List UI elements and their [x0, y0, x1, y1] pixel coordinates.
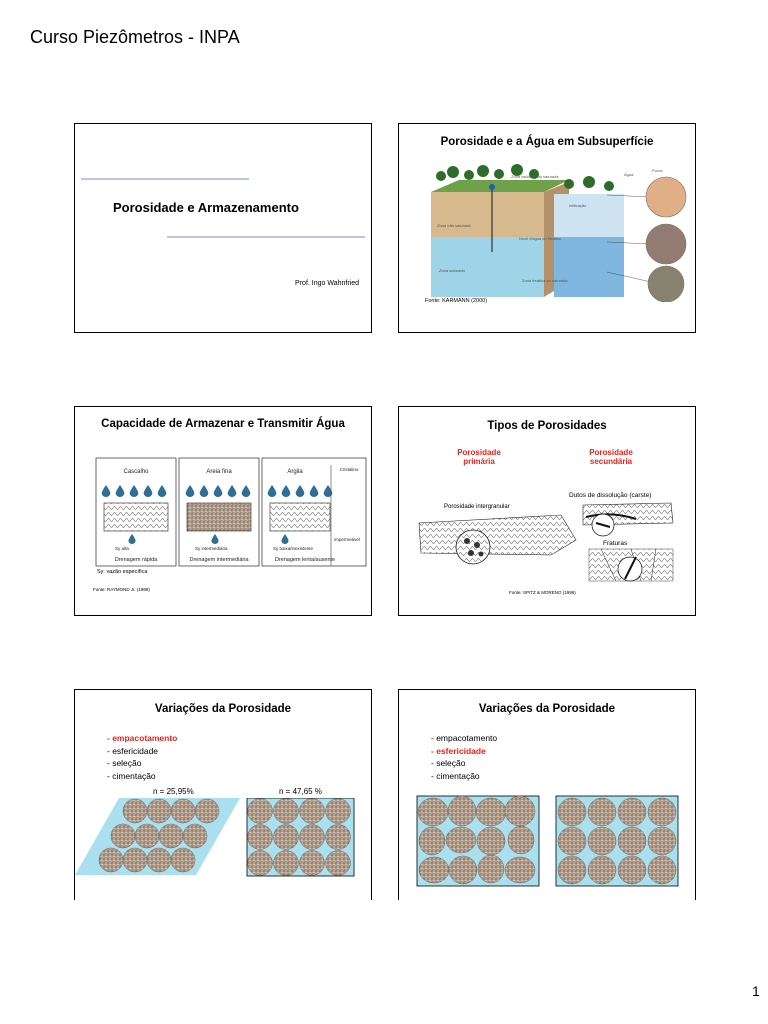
slide-4 — [398, 406, 696, 616]
dissolution-label: Dutos de dissolução (carste) — [569, 492, 652, 499]
svg-text:Nível d'água ou freático: Nível d'água ou freático — [519, 236, 561, 241]
svg-text:Drenagem lenta/ausente: Drenagem lenta/ausente — [274, 557, 336, 563]
slide-6 — [398, 689, 696, 900]
slide-5-title: Variações da Porosidade — [154, 703, 292, 715]
slide-1-title: Porosidade e Armazenamento — [113, 200, 299, 215]
svg-text:Areia fina: Areia fina — [206, 469, 232, 475]
porosity-value-right: n = 47,65 % — [279, 787, 322, 796]
packing-figure — [75, 798, 365, 878]
bullet-empacotamento: - empacotamento — [431, 733, 498, 743]
svg-text:impermeável: impermeável — [334, 537, 360, 542]
slide-2 — [398, 123, 696, 333]
slide-5-bullets — [107, 732, 177, 782]
page-number: 1 — [752, 983, 760, 999]
slide-3-source: Fonte: RAYMOND Jr. (1988) — [93, 587, 150, 592]
svg-text:Zona freática ou saturada: Zona freática ou saturada — [522, 278, 568, 283]
svg-text:Cascalho: Cascalho — [123, 469, 149, 475]
bullet-empacotamento: - empacotamento — [107, 733, 178, 743]
secondary-porosity-label: Porosidade secundária — [589, 448, 633, 466]
bullet-esfericidade: - esfericidade — [431, 745, 486, 756]
slide-5 — [74, 689, 372, 900]
slide-2-title: Porosidade e a Água em Subsuperfície — [440, 136, 654, 148]
svg-text:Zona vadosa não saturada: Zona vadosa não saturada — [511, 174, 559, 179]
bullet-cimentacao: - cimentação — [431, 770, 480, 781]
document-title: Curso Piezômetros - INPA — [30, 27, 240, 47]
svg-text:Sy alta: Sy alta — [115, 546, 129, 551]
slide-1 — [74, 123, 372, 333]
fractures-label: Fraturas — [603, 540, 628, 547]
svg-text:Zona não saturada: Zona não saturada — [437, 223, 471, 228]
svg-text:Cristalino: Cristalino — [339, 467, 359, 472]
porosity-value-left: n = 25,95% — [153, 787, 194, 796]
bullet-selecao: - seleção — [431, 758, 466, 768]
porosity-types-figure — [411, 485, 681, 595]
slide-4-title: Tipos de Porosidades — [487, 420, 607, 432]
subsurface-water-figure — [419, 162, 689, 302]
svg-text:Infiltração: Infiltração — [569, 203, 587, 208]
bullet-cimentacao: - cimentação — [107, 770, 156, 781]
slide-3-title: Capacidade de Armazenar e Transmitir Água — [101, 418, 345, 430]
svg-text:Sy baixa/inexistente: Sy baixa/inexistente — [273, 546, 314, 551]
slide-6-title: Variações da Porosidade — [478, 703, 616, 715]
intergranular-label: Porosidade intergranular — [444, 504, 510, 510]
primary-porosity-label: Porosidade primária — [457, 448, 501, 466]
slide-3 — [74, 406, 372, 616]
bullet-esfericidade: - esfericidade — [107, 745, 159, 756]
slide-1-author: Prof. Ingo Wahnfried — [295, 280, 359, 287]
svg-text:Poros: Poros — [652, 168, 663, 173]
slide-4-source: Fonte: SPITZ & MORENO (1996) — [509, 590, 576, 595]
decor-line-bottom — [167, 236, 365, 238]
svg-text:Zona saturada: Zona saturada — [439, 268, 465, 273]
decor-line-top — [81, 178, 249, 180]
svg-text:Água: Água — [624, 172, 634, 177]
slide-6-bullets — [431, 732, 497, 782]
svg-text:Drenagem intermediária: Drenagem intermediária — [189, 557, 249, 563]
svg-text:Drenagem rápida: Drenagem rápida — [114, 557, 158, 563]
slide-2-source: Fonte: KARMANN (2000) — [425, 298, 488, 304]
svg-text:Sy intermediária: Sy intermediária — [195, 546, 228, 551]
bullet-selecao: - seleção — [107, 758, 142, 768]
storage-comparison-figure — [95, 457, 367, 567]
sy-legend: Sy: vazão específica — [97, 569, 148, 575]
sphericity-figure — [399, 794, 695, 890]
svg-text:Argila: Argila — [287, 469, 303, 475]
